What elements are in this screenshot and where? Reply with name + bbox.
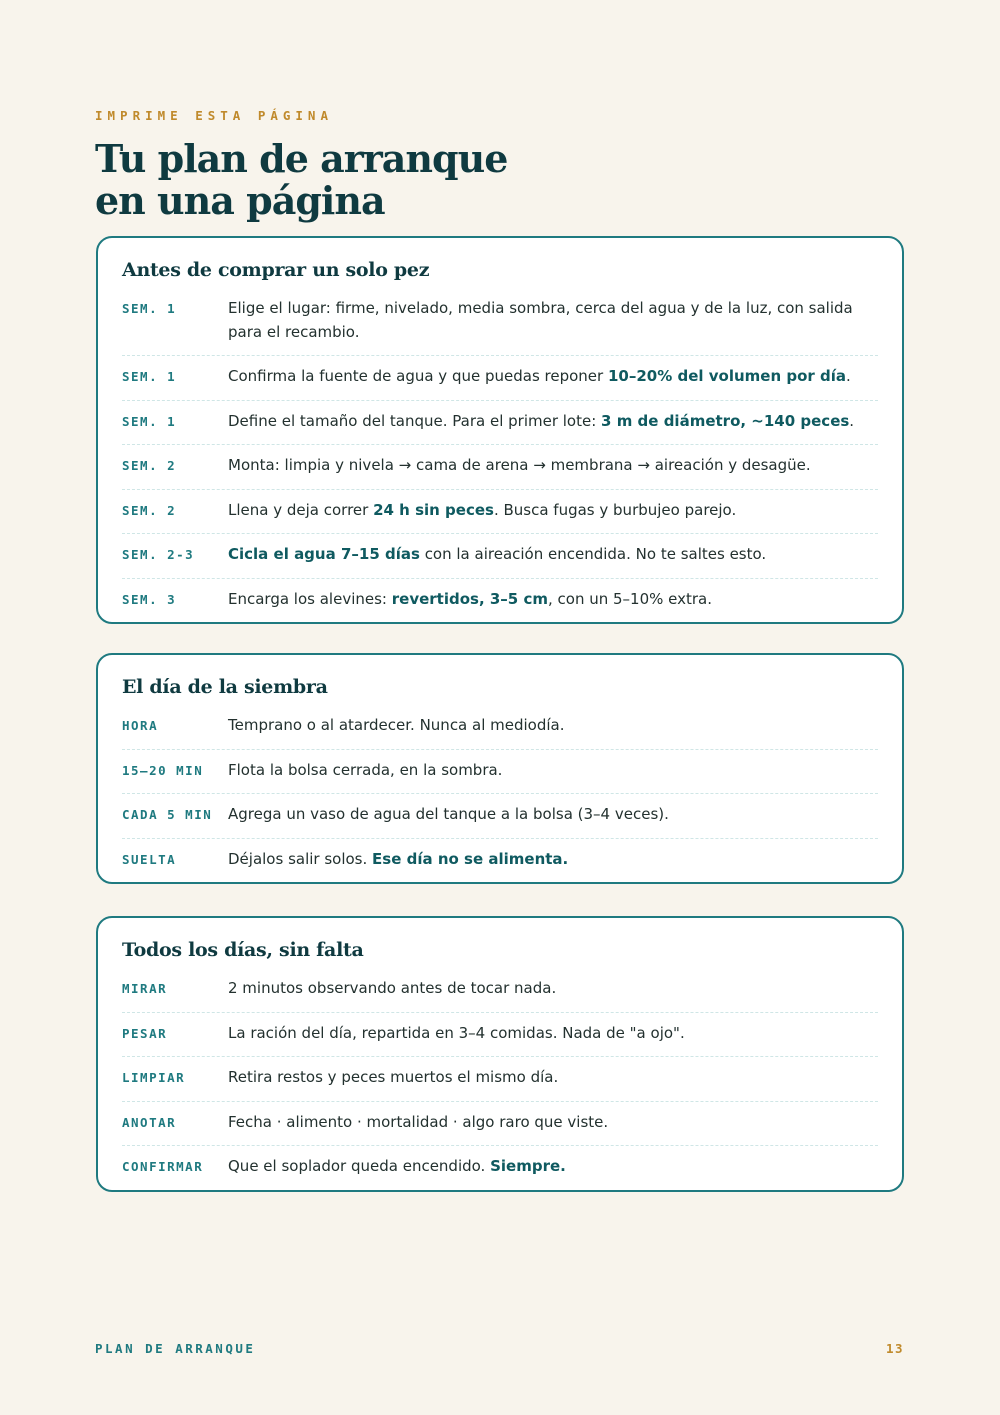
highlight-text: Siempre. — [490, 1157, 566, 1175]
checklist-row — [122, 356, 878, 401]
instruction-text: 2 minutos observando antes de tocar nada. — [228, 979, 557, 997]
row-instruction — [228, 1066, 878, 1090]
instruction-text: . — [849, 411, 855, 430]
row-time-tag: SEM. 2-3 — [122, 547, 195, 562]
row-instruction — [228, 1022, 878, 1046]
row-instruction — [228, 1111, 878, 1135]
highlight-text: 10–20% del volumen por día — [607, 367, 847, 385]
row-instruction — [228, 588, 878, 612]
row-time-tag: HORA — [122, 718, 159, 733]
instruction-text: Llena y deja correr — [228, 500, 374, 519]
row-time-tag: CONFIRMAR — [122, 1159, 204, 1174]
row-time-tag: PESAR — [122, 1025, 168, 1041]
instruction-text: Elige el lugar: firme, nivelado, media sombra, cerca del agua y de la luz, con salida para el recambio. — [228, 299, 853, 341]
row-time-tag: SUELTA — [122, 851, 177, 867]
checklist-row — [122, 288, 878, 356]
row-instruction — [228, 759, 878, 783]
highlight-text: 3 m de diámetro, ~140 peces — [601, 411, 850, 430]
row-instruction — [228, 803, 878, 827]
row-instruction — [228, 1155, 878, 1179]
checklist-row — [122, 490, 878, 535]
instruction-text: La ración del día, repartida en 3–4 comidas. Nada de "a ojo". — [228, 1023, 685, 1042]
instruction-text: Agrega un vaso de agua del tanque a la bolsa (3–4 veces). — [228, 805, 669, 823]
page-number: 13 — [885, 1341, 904, 1356]
row-instruction — [228, 499, 878, 523]
instruction-text: Monta: limpia y nivela → cama de arena → membrana → aireación y desagüe. — [228, 456, 811, 474]
instruction-text: Encarga los alevines: — [228, 589, 392, 608]
page-title-line-2: en una página — [95, 178, 385, 223]
highlight-text: 24 h sin peces — [373, 500, 494, 519]
checklist-row — [122, 401, 878, 446]
instruction-text: . — [846, 367, 851, 385]
checklist-row — [122, 1146, 878, 1190]
checklist-row — [122, 794, 878, 839]
highlight-text: Ese día no se alimenta. — [372, 849, 569, 868]
checklist-row — [122, 534, 878, 579]
row-time-tag: ANOTAR — [122, 1114, 177, 1130]
instruction-text: Retira restos y peces muertos el mismo día. — [228, 1068, 559, 1086]
row-time-tag: SEM. 2 — [122, 458, 177, 473]
instruction-text: , con un 5–10% extra. — [548, 589, 713, 608]
row-instruction — [228, 977, 878, 1001]
instruction-text: Que el soplador queda encendido. — [228, 1157, 491, 1175]
row-time-tag: SEM. 1 — [122, 301, 177, 316]
instruction-text: Temprano o al atardecer. Nunca al mediodía. — [228, 716, 565, 734]
instruction-text: Flota la bolsa cerrada, en la sombra. — [228, 760, 503, 779]
checklist-row — [122, 579, 878, 623]
checklist-row — [122, 1102, 878, 1147]
section-title: Antes de comprar un solo pez — [122, 259, 430, 281]
row-instruction — [228, 543, 878, 567]
highlight-text: Cicla el agua 7–15 días — [228, 545, 420, 563]
checklist-row — [122, 445, 878, 490]
checklist-row — [122, 839, 878, 883]
row-instruction — [228, 365, 878, 389]
checklist-row — [122, 1057, 878, 1102]
checklist-row — [122, 968, 878, 1013]
row-time-tag: MIRAR — [122, 981, 168, 996]
section-card-diario — [96, 916, 904, 1192]
page-title-line-1: Tu plan de arranque — [95, 136, 508, 181]
eyebrow-label: IMPRIME ESTA PÁGINA — [95, 108, 333, 123]
checklist-row — [122, 705, 878, 750]
row-instruction — [228, 410, 878, 434]
row-instruction — [228, 848, 878, 872]
row-time-tag: SEM. 1 — [122, 369, 177, 384]
row-time-tag: SEM. 3 — [122, 591, 177, 607]
row-time-tag: SEM. 2 — [122, 502, 177, 518]
instruction-text: Confirma la fuente de agua y que puedas reponer — [228, 367, 608, 385]
section-title: El día de la siembra — [122, 676, 328, 698]
row-time-tag: 15–20 MIN — [122, 762, 204, 778]
footer-section-name: PLAN DE ARRANQUE — [95, 1341, 256, 1356]
highlight-text: revertidos, 3–5 cm — [391, 589, 548, 608]
row-instruction — [228, 714, 878, 738]
checklist-row — [122, 750, 878, 795]
row-time-tag: CADA 5 MIN — [122, 807, 213, 822]
row-time-tag: LIMPIAR — [122, 1070, 186, 1085]
section-card-siembra — [96, 653, 904, 884]
section-title: Todos los días, sin falta — [122, 939, 364, 961]
section-card-antes — [96, 236, 904, 624]
instruction-text: . Busca fugas y burbujeo parejo. — [493, 500, 737, 519]
row-instruction — [228, 454, 878, 478]
row-instruction — [228, 297, 878, 344]
row-time-tag: SEM. 1 — [122, 413, 177, 429]
instruction-text: con la aireación encendida. No te saltes esto. — [419, 545, 767, 563]
instruction-text: Fecha · alimento · mortalidad · algo raro que viste. — [228, 1112, 609, 1131]
checklist-row — [122, 1013, 878, 1058]
page-title — [95, 138, 615, 222]
instruction-text: Déjalos salir solos. — [228, 849, 373, 868]
instruction-text: Define el tamaño del tanque. Para el primer lote: — [228, 411, 602, 430]
